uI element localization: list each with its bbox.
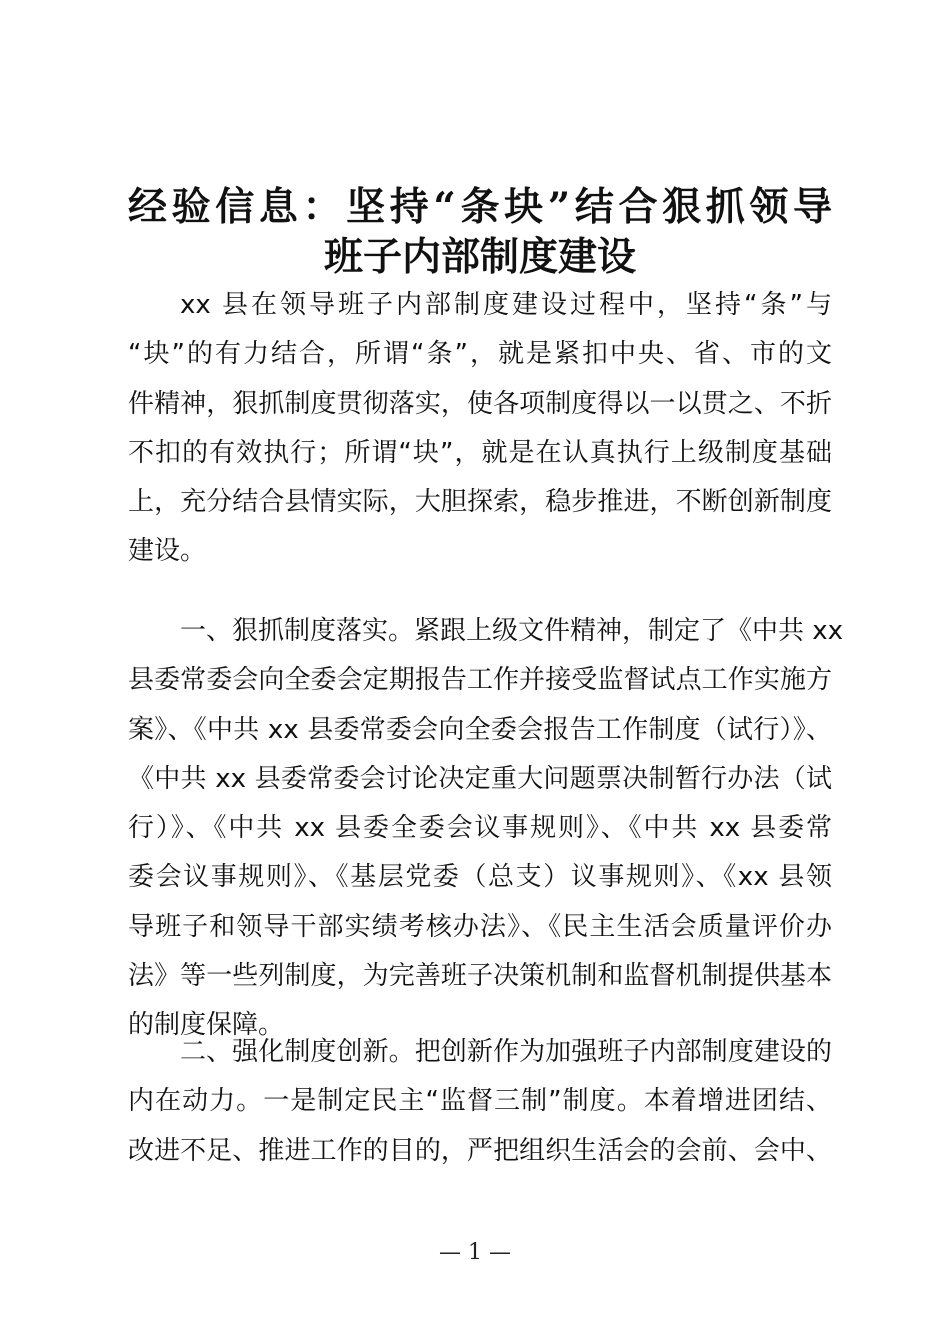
paragraph-intro bbox=[128, 281, 832, 577]
document-title bbox=[128, 182, 832, 282]
paragraph-section-2 bbox=[128, 1028, 832, 1176]
text-line: 件精神，狠抓制度贯彻落实，使各项制度得以一以贯之、不折 bbox=[128, 388, 832, 419]
title-line-2: 班子内部制度建设 bbox=[323, 234, 636, 280]
text-line: 县委常委会向全委会定期报告工作并接受监督试点工作实施方 bbox=[128, 665, 832, 696]
text-line: 委会议事规则》、《基层党委（总支）议事规则》、《xx 县领 bbox=[128, 862, 832, 893]
title-line-1: 经验信息：坚持“条块”结合狠抓领导 bbox=[128, 184, 832, 230]
text-line: 改进不足、推进工作的目的，严把组织生活会的会前、会中、 bbox=[128, 1135, 832, 1166]
text-line: 导班子和领导干部实绩考核办法》、《民主生活会质量评价办 bbox=[128, 911, 832, 942]
text-line: 《中共 xx 县委常委会讨论决定重大问题票决制暂行办法（试 bbox=[128, 763, 832, 794]
text-line: 一、狠抓制度落实。紧跟上级文件精神，制定了《中共 xx bbox=[180, 616, 844, 646]
text-line: 内在动力。一是制定民主“监督三制”制度。本着增进团结、 bbox=[128, 1086, 832, 1117]
text-line: 的制度保障。 bbox=[128, 1010, 285, 1041]
text-line: 案》、《中共 xx 县委常委会向全委会报告工作制度（试行）》、 bbox=[128, 714, 832, 745]
text-line: xx 县在领导班子内部制度建设过程中，坚持“条”与 bbox=[180, 290, 832, 320]
text-line: 上，充分结合县情实际，大胆探索，稳步推进，不断创新制度 bbox=[128, 487, 832, 518]
text-line: “块”的有力结合，所谓“条”，就是紧扣中央、省、市的文 bbox=[128, 339, 832, 370]
text-line: 不扣的有效执行；所谓“块”，就是在认真执行上级制度基础 bbox=[128, 437, 832, 468]
text-line: 建设。 bbox=[128, 536, 207, 567]
page-number: — 1 — bbox=[439, 1240, 511, 1265]
text-line: 二、强化制度创新。把创新作为加强班子内部制度建设的 bbox=[180, 1037, 832, 1067]
text-line: 行）》、《中共 xx 县委全委会议事规则》、《中共 xx 县委常 bbox=[128, 813, 832, 844]
text-line: 法》等一些列制度，为完善班子决策机制和监督机制提供基本 bbox=[128, 961, 832, 992]
paragraph-section-1 bbox=[128, 607, 844, 1051]
